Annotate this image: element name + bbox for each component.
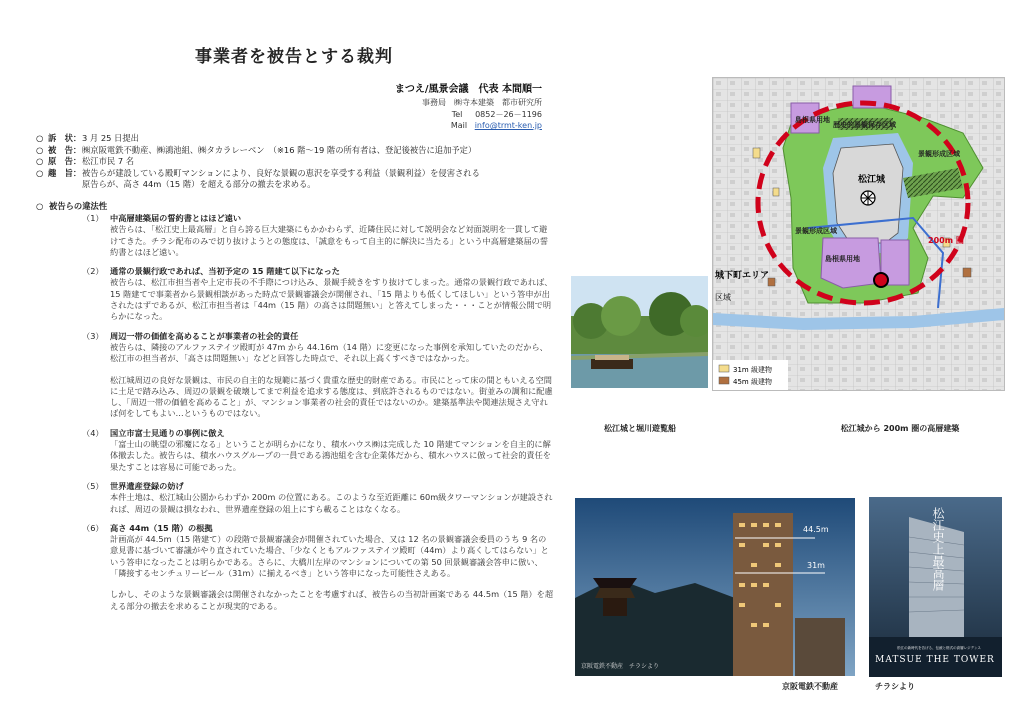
list-item <box>84 213 554 258</box>
map-graphic <box>713 78 1004 390</box>
photo-castle-boat <box>571 276 708 388</box>
legend-label: 45m 級建物 <box>733 378 772 386</box>
height-label-44m: 44.5m <box>803 525 829 534</box>
flyer-small-text: 松江の新時代を告げる、伝統と格式の高層レジデンス <box>897 646 981 650</box>
office: 事務局 ㈱寺本建築 都市研究所 <box>422 98 542 107</box>
item-body <box>84 277 554 322</box>
photo1-caption: 松江城と堀川遊覧船 <box>604 424 676 433</box>
summary-row-complaint <box>36 133 556 145</box>
summary-key: 訴 状： <box>48 133 82 143</box>
circle-bullet-icon: ○ <box>36 167 44 178</box>
radius-label: 200m 圏 <box>928 236 964 245</box>
item-number: （5） <box>82 480 104 491</box>
building-45m <box>963 268 971 277</box>
item-number: （6） <box>82 522 104 533</box>
map-partial-label: 区域 <box>715 293 731 302</box>
castle-silhouette <box>595 588 635 598</box>
flyer-vertical-text: 松江史上最高層 <box>931 507 945 591</box>
zone-label-prefecture: 島根県用地 <box>825 255 860 263</box>
photo2-caption-2: チラシより <box>875 682 915 691</box>
page-title: 事業者を被告とする裁判 <box>195 47 393 67</box>
list-item <box>84 331 554 420</box>
zone-label-prefecture: 島根県用地 <box>795 116 830 124</box>
item-paragraph: 本件土地は、松江城山公園からわずか 200m の位置にある。このような至近距離に 60m級タワーマンションが建設されれば、周辺の景観は損なわれ、世界遺産登録の俎上にすら載ることはなくなる。 <box>110 492 553 514</box>
legend-label: 31m 級建物 <box>733 366 772 374</box>
building-45m <box>768 278 775 286</box>
item-paragraph: しかし、そのような景観審議会は開催されなかったことを考慮すれば、被告らの当初計画案である 44.5m（15 階）を超える部分の撤去を求めることが現実的である。 <box>110 589 554 611</box>
item-body <box>84 224 554 258</box>
organization: まつえ/風景会議 代表 本間順一 <box>394 84 542 95</box>
castle-icon-lines <box>861 191 875 205</box>
zone-label: 景観形成区域 <box>918 150 960 158</box>
item-paragraph: 被告らは、隣接のアルファステイツ殿町が 47m から 44.16m（14 階）に変更になった事例を承知していたのだから、松江市の担当者が、「高さは問題無い」などと回答した時点で、それ以上高くすべきではなかった。 <box>110 341 548 364</box>
tel-line <box>452 109 542 120</box>
item-heading: 高さ 44m（15 階）の根拠 <box>110 522 213 533</box>
summary-key: 被 告： <box>48 144 82 155</box>
photo2-caption: 京阪電鉄不動産 <box>782 682 838 691</box>
summary-row-defendant <box>36 145 556 157</box>
mail-line <box>451 121 542 130</box>
item-body <box>84 534 554 612</box>
item-paragraph: 被告らは、松江市担当者や上定市長の不手際につけ込み、景観手続きをすり抜けてしまった。通常の景観行政であれば、15 階建てで事業者から景観相談があった時点で景観審議会が開催され、「15 階よりも低くしてほしい」という答申が出されたはずであるが、松江市担当者は「44m（15 階）の高さは問題無い」と答えてしまった・・・ことが情報公開で明らかになった。 <box>110 277 553 322</box>
list-item <box>84 523 554 612</box>
item-paragraph: 被告らは、「松江史上最高層」と自ら誇る巨大建築にもかかわらず、近隣住民に対して説明会など対面説明を一貫して避けてきた。チラシ配布のみで切り抜けようとの態度は、「誠意をもって自主的に解決に当たる」という中高層建築届の誓約書とはほど遠い。 <box>110 224 549 257</box>
flyer-brand: MATSUE THE TOWER <box>875 655 995 665</box>
legend-swatch-45m <box>719 377 729 384</box>
item-body <box>84 342 554 420</box>
zone-label: 景観形成区域 <box>795 227 837 235</box>
list-item <box>84 481 554 515</box>
item-paragraph: 計画高が 44.5m（15 階建て）の段階で景観審議会が開催されていた場合、又は 12 名の景観審議会委員のうち 9 名の意見書に基づいて審議がやり直されていた場合、「少なくともアルファステイツ殿町（44m）より高くしてはらない」という答申になったことは明らかである。さらに、大橋川左岸のマンションについての第 50 回景観審議会答申に倣い、「隣接するセンチュリービール（31m）に揃えるべき」という答申になった可能性さえある。 <box>110 534 549 579</box>
circle-bullet-icon: ○ <box>36 133 44 143</box>
section-title: 被告らの違法性 <box>49 201 108 211</box>
photo-watermark: 京阪電鉄不動産 チラシより <box>581 663 660 670</box>
item-heading: 世界遺産登録の妨げ <box>110 480 184 491</box>
summary-value: 被告らが建設している殿町マンションにより、良好な景観の恵沢を享受する利益（景観利益）を侵害される <box>82 167 480 178</box>
joka-area-label: 城下町エリア <box>715 271 770 281</box>
circle-bullet-icon: ○ <box>36 201 44 211</box>
legend-swatch-31m <box>719 365 729 372</box>
tel-value: 0852－26－1196 <box>475 110 542 119</box>
photo-tower-night <box>575 498 855 676</box>
mail-link[interactable]: info@trmt-ken.jp <box>474 121 542 130</box>
summary-value: ㈱京阪電鉄不動産、㈱鴻池組、㈱タカラレーベン （※16 階～19 階の所有者は、登記後被告に追加予定） <box>82 144 477 155</box>
item-paragraph: 「富士山の眺望の邪魔になる」ということが明らかになり、積水ハウス㈱は完成した 10 階建てマンションを自主的に解体撤去した。被告らは、積水ハウスグループの一員である鴻池組を含む企業体だから、積水ハウスに倣って社会的責任を果たすことは容易に可能であった。 <box>110 439 551 472</box>
item-number: （3） <box>82 330 104 341</box>
item-paragraph: 松江城周辺の良好な景観は、市民の自主的な規範に基づく貴重な歴史的財産である。市民にとって床の間ともいえる空間に土足で踏み込み、周辺の景観を破壊してまで利益を追求する態度は、到底許されるものではない。街並みの調和に配慮し、「周辺一帯の価値を高めること」が、マンション事業者の社会的責任ではないのか。建築基準法や関連法規さえ守れば何をしてもよい…というものではない。 <box>110 374 553 419</box>
item-heading: 周辺一帯の価値を高めることが事業者の社会的責任 <box>110 330 299 341</box>
summary-value: 松江市民 7 名 <box>82 156 135 166</box>
height-label-31m: 31m <box>807 561 825 570</box>
illegality-list <box>84 213 554 620</box>
boat-icon <box>591 359 633 369</box>
flyer-image <box>869 497 1002 677</box>
item-body <box>84 439 554 473</box>
item-number: （4） <box>82 427 104 438</box>
item-heading: 通常の景観行政であれば、当初予定の 15 階建て以下になった <box>110 266 340 277</box>
photo-tower-night-graphic <box>575 498 855 676</box>
item-body <box>84 492 554 515</box>
circle-bullet-icon: ○ <box>36 144 44 155</box>
building-31m <box>753 148 760 158</box>
mail-label: Mail <box>450 121 468 130</box>
tower-building <box>733 513 793 676</box>
summary-value: 3 月 25 日提出 <box>82 133 139 143</box>
list-item <box>84 266 554 322</box>
area-map <box>712 77 1005 391</box>
summary-purpose-continued: 原告らが、高さ 44m（15 階）を超える部分の撤去を求める。 <box>82 179 316 189</box>
building-31m <box>773 188 779 196</box>
photo-castle-boat-graphic <box>571 276 708 388</box>
item-heading: 中高層建築届の誓約書とはほど遠い <box>110 213 242 223</box>
item-heading: 国立市富士見通りの事例に倣え <box>110 427 225 438</box>
circle-bullet-icon: ○ <box>36 156 44 166</box>
tel-label: Tel <box>451 110 463 119</box>
prefecture-land <box>821 238 881 288</box>
site-marker-icon <box>874 273 888 287</box>
item-number: （2） <box>82 266 104 277</box>
summary-key: 趣 旨： <box>48 167 82 178</box>
zone-label-history: 歴史的景観保存区域 <box>833 121 896 129</box>
map-caption: 松江城から 200m 圏の高層建築 <box>840 424 960 433</box>
summary-row-plaintiff <box>36 156 556 168</box>
summary-key: 原 告： <box>48 156 82 166</box>
section-heading <box>36 200 107 212</box>
summary-row-purpose <box>36 168 556 180</box>
castle-label: 松江城 <box>858 175 886 185</box>
case-summary <box>36 133 556 191</box>
item-number: （1） <box>82 213 104 223</box>
list-item <box>84 428 554 473</box>
